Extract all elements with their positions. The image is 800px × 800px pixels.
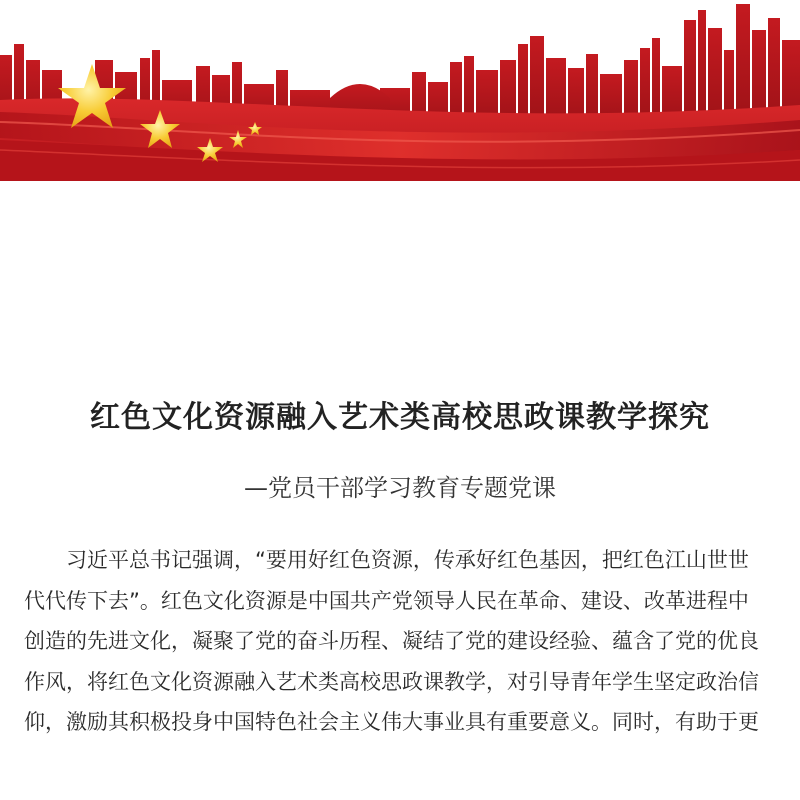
document-subtitle: —党员干部学习教育专题党课	[244, 474, 556, 502]
body-paragraph	[24, 540, 776, 743]
paragraph-line: 代代传下去”。红色文化资源是中国共产党领导人民在革命、建设、改革进程中	[24, 588, 749, 613]
ribbon-icon	[0, 98, 800, 185]
document-title: 红色文化资源融入艺术类高校思政课教学探究	[90, 400, 710, 435]
paragraph-line: 习近平总书记强调，“要用好红色资源，传承好红色基因，把红色江山世世	[66, 548, 749, 572]
paragraph-line: 仰，激励其积极投身中国特色社会主义伟大事业具有重要意义。同时，有助于更	[24, 710, 759, 734]
paragraph-line: 作风，将红色文化资源融入艺术类高校思政课教学，对引导青年学生坚定政治信	[24, 669, 759, 694]
header-banner	[0, 0, 800, 185]
paragraph-line: 创造的先进文化，凝聚了党的奋斗历程、凝结了党的建设经验、蕴含了党的优良	[24, 629, 759, 653]
